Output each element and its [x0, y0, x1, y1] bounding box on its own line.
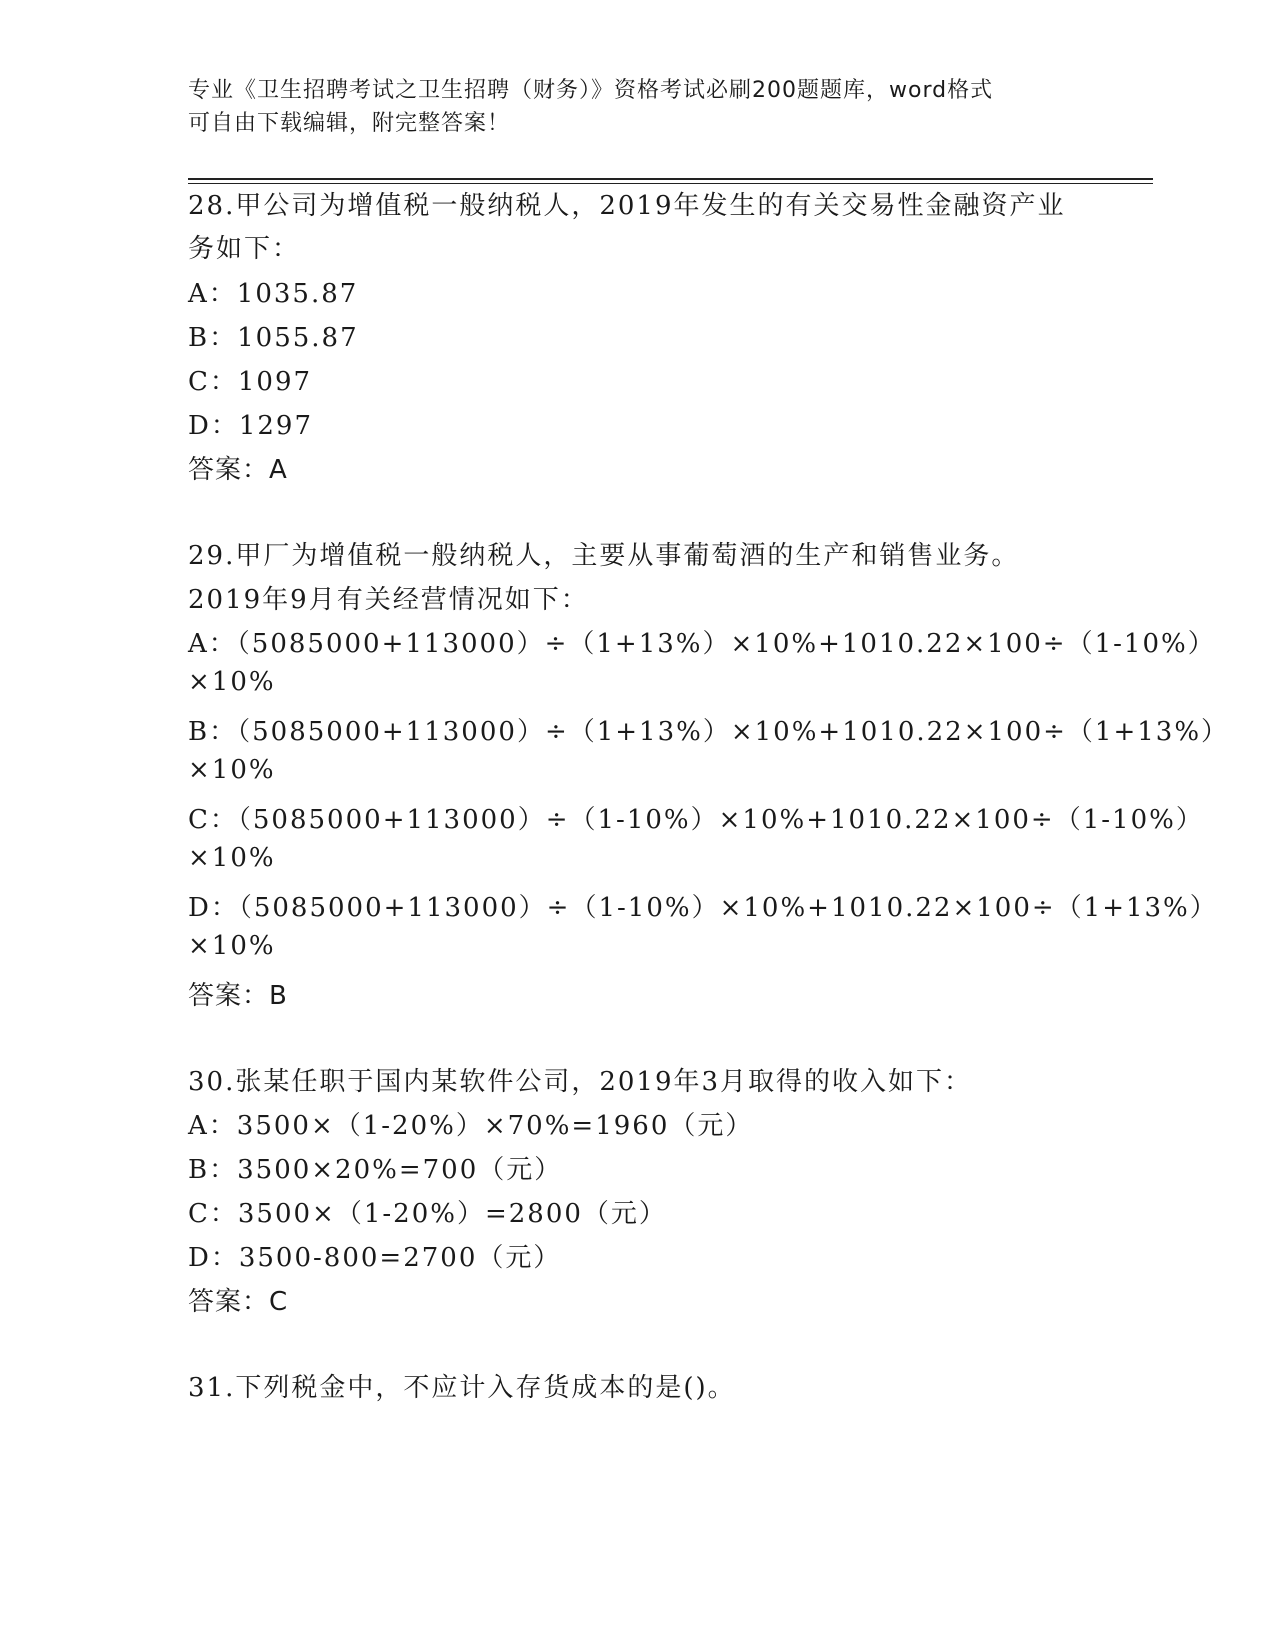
option-c: C：3500×（1-20%）=2800（元）	[188, 1199, 667, 1229]
option-b: B：（5085000+113000）÷（1+13%）×10%+1010.22×100÷（1+13%）	[188, 717, 1230, 747]
option-a: A：1035.87	[188, 279, 359, 309]
option-c: C：1097	[188, 367, 313, 397]
question-stem-cont: 务如下：	[188, 234, 301, 264]
option-c-cont: ×10%	[188, 843, 276, 873]
answer-label: 答案：C	[188, 1287, 289, 1317]
question-stem: 28.甲公司为增值税一般纳税人，2019年发生的有关交易性金融资产业	[188, 191, 1066, 221]
option-b-cont: ×10%	[188, 755, 276, 785]
option-c: C：（5085000+113000）÷（1-10%）×10%+1010.22×100÷（1-10%）	[188, 805, 1204, 835]
question-stem: 30.张某任职于国内某软件公司，2019年3月取得的收入如下：	[188, 1067, 973, 1097]
header-divider-thin	[188, 183, 1153, 184]
question-stem: 29.甲厂为增值税一般纳税人，主要从事葡萄酒的生产和销售业务。	[188, 541, 1020, 571]
option-a: A：（5085000+113000）÷（1+13%）×10%+1010.22×100÷（1-10%）	[188, 629, 1216, 659]
option-d-cont: ×10%	[188, 931, 276, 961]
header-divider-thick	[188, 178, 1153, 180]
answer-label: 答案：A	[188, 455, 288, 485]
question-stem: 31.下列税金中，不应计入存货成本的是()。	[188, 1373, 736, 1403]
option-a: A：3500×（1-20%）×70%=1960（元）	[188, 1111, 754, 1141]
option-d: D：1297	[188, 411, 314, 441]
option-b: B：1055.87	[188, 323, 359, 353]
option-b: B：3500×20%=700（元）	[188, 1155, 563, 1185]
option-a-cont: ×10%	[188, 667, 276, 697]
question-stem-cont: 2019年9月有关经营情况如下：	[188, 585, 589, 615]
answer-label: 答案：B	[188, 981, 288, 1011]
document-header	[188, 74, 1088, 140]
option-d: D：3500-800=2700（元）	[188, 1243, 562, 1273]
option-d: D：（5085000+113000）÷（1-10%）×10%+1010.22×100÷（1+13%）	[188, 893, 1218, 923]
header-line-2: 可自由下载编辑，附完整答案！	[188, 111, 511, 136]
header-line-1: 专业《卫生招聘考试之卫生招聘（财务）》资格考试必刷200题题库，word格式	[188, 78, 994, 103]
